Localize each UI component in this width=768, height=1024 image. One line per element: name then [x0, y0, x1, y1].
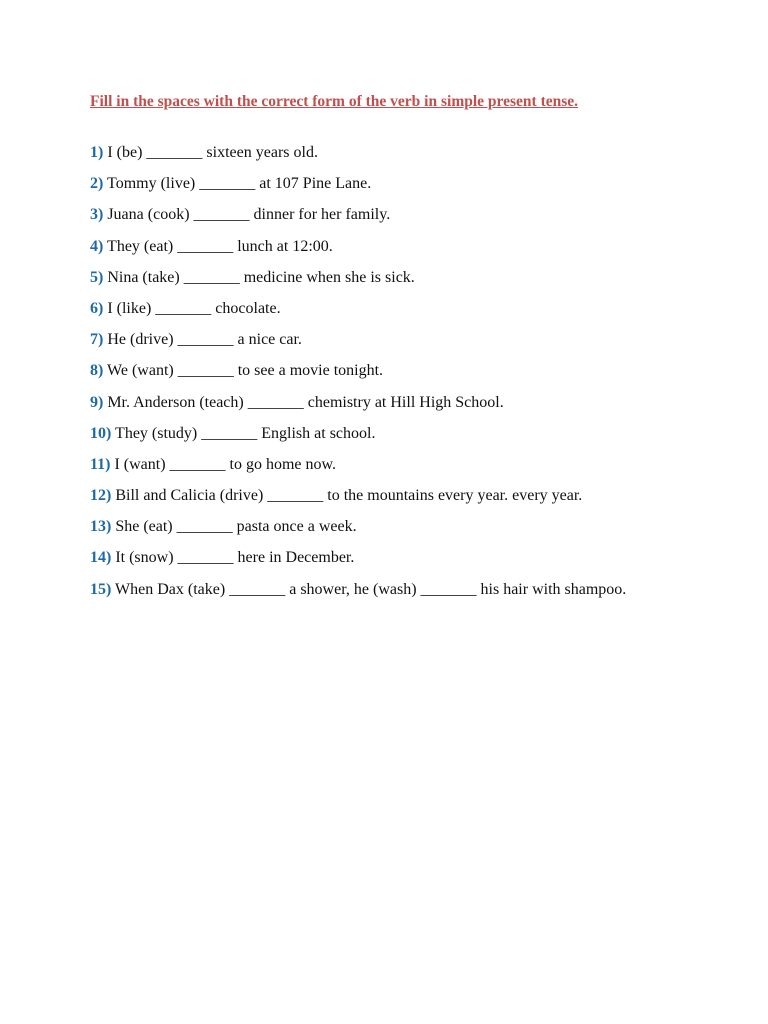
item-text: I (be) _______ sixteen years old.: [107, 144, 318, 161]
item-number: 13): [90, 518, 112, 536]
item-text: Tommy (live) _______ at 107 Pine Lane.: [107, 175, 372, 193]
item-number: 1): [90, 144, 104, 161]
exercise-item-12: [90, 480, 650, 511]
exercise-item-6: [90, 293, 650, 324]
item-number: 2): [90, 175, 104, 193]
exercise-item-9: [90, 387, 650, 418]
exercise-item-5: [90, 262, 650, 293]
item-number: 7): [90, 331, 104, 349]
item-text: Juana (cook) _______ dinner for her family.: [107, 206, 391, 224]
item-number: 3): [90, 206, 104, 224]
item-number: 11): [90, 455, 111, 473]
item-number: 8): [90, 362, 104, 380]
exercise-item-7: [90, 324, 650, 355]
item-text: He (drive) _______ a nice car.: [107, 331, 302, 349]
item-text: They (study) _______ English at school.: [115, 424, 376, 442]
exercise-item-15: [90, 574, 630, 605]
worksheet-title: Fill in the spaces with the correct form of the verb in simple present tense.: [90, 93, 579, 110]
item-number: 10): [90, 424, 112, 442]
item-number: 15): [90, 580, 112, 598]
item-text: It (snow) _______ here in December.: [115, 549, 355, 567]
item-number: 6): [90, 299, 104, 317]
exercise-item-11: [90, 449, 650, 480]
exercise-item-4: [90, 231, 650, 262]
exercise-item-3: [90, 199, 650, 230]
exercise-item-1: [90, 137, 650, 168]
exercise-list: [90, 137, 650, 605]
item-number: 9): [90, 393, 104, 411]
item-text: I (want) _______ to go home now.: [114, 455, 337, 473]
item-text: When Dax (take) _______ a shower, he (wash) _______ his hair with shampoo.: [115, 580, 627, 598]
exercise-item-10: [90, 418, 650, 449]
item-text: Nina (take) _______ medicine when she is sick.: [107, 268, 415, 286]
item-number: 14): [90, 549, 112, 567]
item-text: She (eat) _______ pasta once a week.: [115, 518, 357, 536]
exercise-item-2: [90, 168, 650, 199]
item-text: They (eat) _______ lunch at 12:00.: [107, 237, 333, 255]
item-text: We (want) _______ to see a movie tonight.: [107, 362, 384, 380]
item-number: 4): [90, 237, 104, 255]
exercise-item-13: [90, 511, 650, 542]
item-text: I (like) _______ chocolate.: [107, 299, 281, 317]
exercise-item-8: [90, 355, 650, 386]
item-number: 12): [90, 487, 112, 505]
item-text: Bill and Calicia (drive) _______ to the mountains every year. every year.: [115, 487, 583, 505]
item-number: 5): [90, 268, 104, 286]
item-text: Mr. Anderson (teach) _______ chemistry at Hill High School.: [107, 393, 504, 411]
exercise-item-14: [90, 542, 650, 573]
